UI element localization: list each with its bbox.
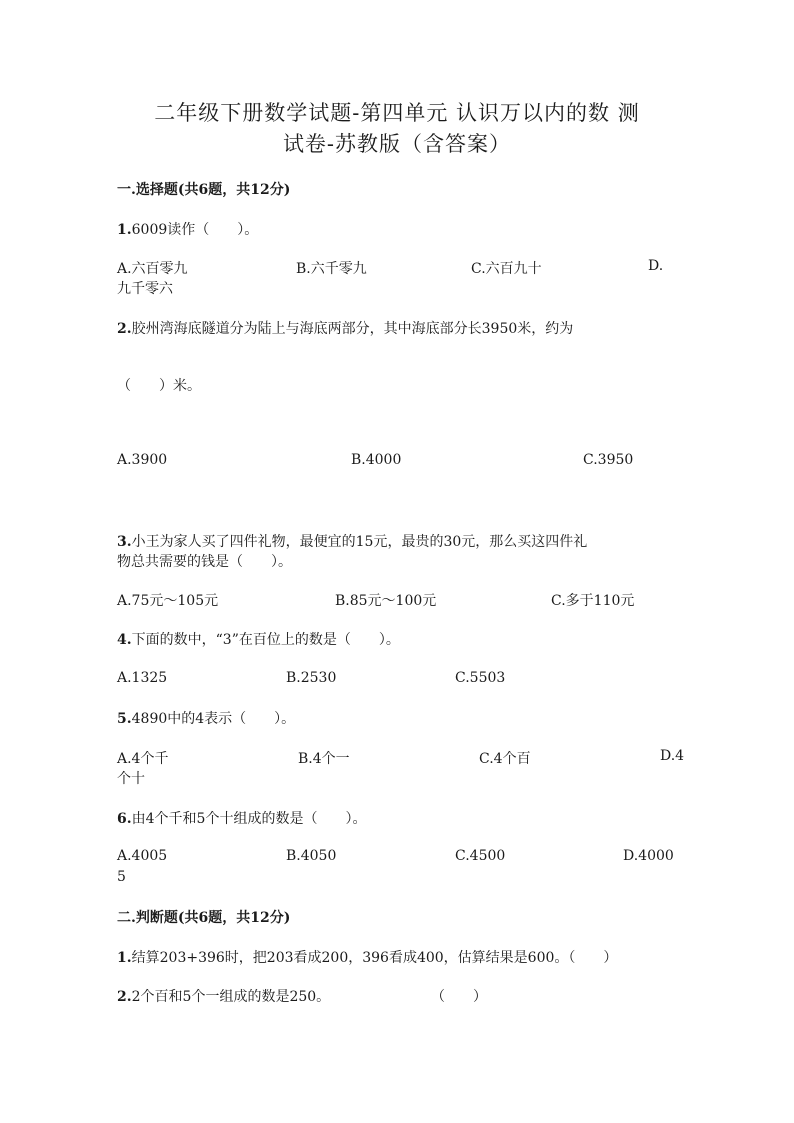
option-b: B.85元～100元	[335, 593, 437, 609]
option-c: C.4500	[455, 848, 506, 864]
section-heading-choice: 一.选择题(共6题，共12分)	[117, 182, 291, 198]
question-number: 6.	[117, 811, 132, 827]
question-number: 1.	[117, 950, 132, 966]
option-a: A.六百零九	[117, 261, 188, 277]
option-d-wrap: 个十	[117, 771, 145, 787]
question-3	[117, 531, 587, 551]
question-1	[117, 219, 258, 239]
option-d-wrap: 九千零六	[117, 281, 173, 297]
question-number: 3.	[117, 534, 132, 550]
option-b: B.4个一	[298, 751, 350, 767]
section-heading-judgement: 二.判断题(共6题，共12分)	[117, 910, 291, 926]
question-2-line2: （ ）米。	[117, 378, 201, 394]
option-a: A.4005	[117, 848, 168, 864]
option-a: A.4个千	[117, 751, 169, 767]
option-b: B.4050	[286, 848, 337, 864]
option-c: C.4个百	[479, 751, 531, 767]
exam-title-line1: 二年级下册数学试题-第四单元 认识万以内的数 测	[154, 101, 640, 125]
option-d-wrap: 5	[117, 869, 126, 885]
question-number: 2.	[117, 989, 132, 1005]
question-text: 结算203+396时，把203看成200，396看成400，估算结果是600。（ ）	[131, 950, 618, 966]
question-text: 下面的数中，“3”在百位上的数是（ ）。	[131, 632, 400, 648]
question-text: 胶州湾海底隧道分为陆上与海底两部分，其中海底部分长3950米，约为	[131, 321, 574, 337]
option-b: B.4000	[351, 452, 402, 468]
question-number: 2.	[117, 321, 132, 337]
question-2	[117, 318, 573, 338]
option-d: D.	[648, 258, 664, 274]
option-c: C.多于110元	[551, 593, 635, 609]
option-d: D.4000	[623, 848, 674, 864]
option-c: C.六百九十	[471, 261, 542, 277]
option-a: A.3900	[117, 452, 168, 468]
option-b: B.2530	[286, 670, 337, 686]
judgement-question-1	[117, 947, 617, 967]
question-text: 小王为家人买了四件礼物，最便宜的15元，最贵的30元，那么买这四件礼	[131, 534, 588, 550]
question-4	[117, 629, 400, 649]
judgement-question-2	[117, 986, 330, 1006]
option-b: B.六千零九	[296, 261, 367, 277]
question-text: 2个百和5个一组成的数是250。	[131, 989, 331, 1005]
question-5	[117, 708, 295, 728]
question-3-line2: 物总共需要的钱是（ ）。	[117, 554, 292, 570]
option-d: D.4	[660, 748, 685, 764]
question-text: 4890中的4表示（ ）。	[131, 711, 296, 727]
exam-title-line2: 试卷-苏教版（含答案）	[282, 132, 512, 156]
question-6	[117, 808, 366, 828]
option-a: A.1325	[117, 670, 168, 686]
question-number: 4.	[117, 632, 132, 648]
question-text: 由4个千和5个十组成的数是（ ）。	[131, 811, 367, 827]
question-number: 1.	[117, 222, 132, 238]
option-c: C.3950	[583, 452, 634, 468]
option-a: A.75元～105元	[117, 593, 219, 609]
answer-paren: （ ）	[431, 989, 487, 1005]
question-number: 5.	[117, 711, 132, 727]
question-text: 6009读作（ ）。	[131, 222, 259, 238]
option-c: C.5503	[455, 670, 506, 686]
